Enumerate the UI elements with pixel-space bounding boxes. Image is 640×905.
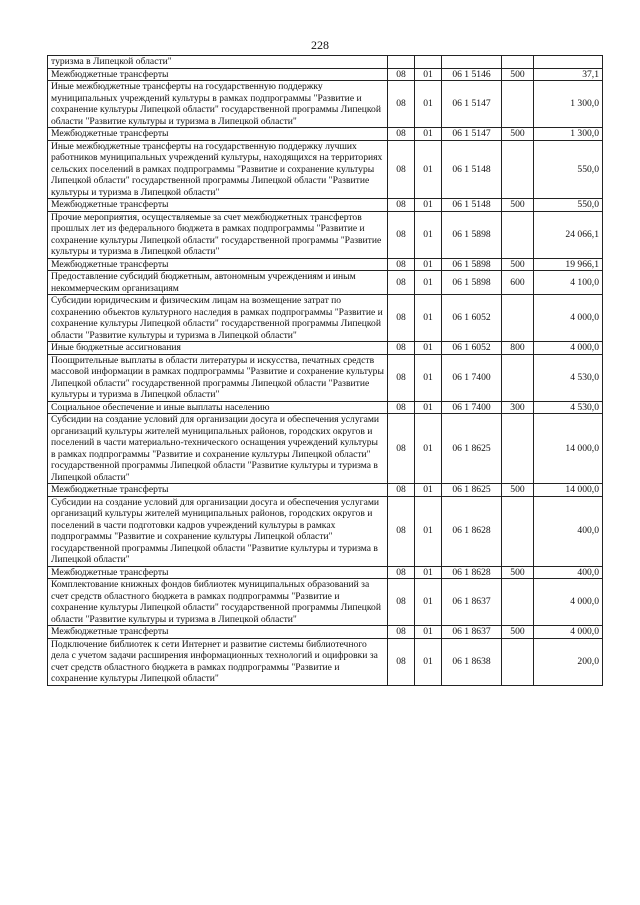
section-code-cell: 08 <box>388 258 415 271</box>
row-name-cell: Иные межбюджетные трансферты на государственную поддержку муниципальных учреждений культуры в рамках подпрограммы "Развитие и сохранение культуры Липецкой области" государственной программы Липецкой области "Развитие культуры и туризма в Липецкой области" <box>48 81 388 128</box>
amount-cell: 19 966,1 <box>534 258 603 271</box>
target-article-cell: 06 1 5147 <box>442 81 502 128</box>
subsection-code-cell: 01 <box>415 128 442 141</box>
subsection-code-cell: 01 <box>415 626 442 639</box>
expense-type-cell <box>502 295 534 342</box>
target-article-cell: 06 1 8637 <box>442 579 502 626</box>
table-row <box>48 342 603 355</box>
table-row <box>48 354 603 401</box>
section-code-cell: 08 <box>388 354 415 401</box>
amount-cell: 4 000,0 <box>534 342 603 355</box>
target-article-cell: 06 1 8628 <box>442 496 502 566</box>
amount-cell: 4 100,0 <box>534 271 603 295</box>
target-article-cell: 06 1 5898 <box>442 271 502 295</box>
section-code-cell: 08 <box>388 199 415 212</box>
amount-cell: 4 530,0 <box>534 354 603 401</box>
target-article-cell: 06 1 8625 <box>442 414 502 484</box>
row-name-cell: Межбюджетные трансферты <box>48 68 388 81</box>
row-name-cell: Межбюджетные трансферты <box>48 484 388 497</box>
row-name-cell: Межбюджетные трансферты <box>48 128 388 141</box>
table-row <box>48 579 603 626</box>
amount-cell: 550,0 <box>534 199 603 212</box>
subsection-code-cell: 01 <box>415 258 442 271</box>
table-row <box>48 56 603 69</box>
table-row <box>48 484 603 497</box>
subsection-code-cell: 01 <box>415 484 442 497</box>
table-row <box>48 401 603 414</box>
section-code-cell: 08 <box>388 579 415 626</box>
section-code-cell: 08 <box>388 140 415 199</box>
subsection-code-cell: 01 <box>415 414 442 484</box>
expense-type-cell <box>502 638 534 685</box>
section-code-cell: 08 <box>388 295 415 342</box>
expense-type-cell <box>502 579 534 626</box>
budget-table-body <box>48 56 603 686</box>
row-name-cell: Межбюджетные трансферты <box>48 626 388 639</box>
expense-type-cell: 500 <box>502 626 534 639</box>
subsection-code-cell: 01 <box>415 68 442 81</box>
expense-type-cell <box>502 496 534 566</box>
row-name-cell: Субсидии на создание условий для организации досуга и обеспечения услугами организаций культуры жителей муниципальных районов, городских округов и поселений в части подготовки кадров учреждений культуры в рамках подпрограммы "Развитие и сохранение культуры Липецкой области" государственной программы Липецкой области "Развитие культуры и туризма в Липецкой области" <box>48 496 388 566</box>
amount-cell: 1 300,0 <box>534 81 603 128</box>
amount-cell: 37,1 <box>534 68 603 81</box>
target-article-cell <box>442 56 502 69</box>
target-article-cell: 06 1 6052 <box>442 342 502 355</box>
row-name-cell: Поощрительные выплаты в области литературы и искусства, печатных средств массовой информации в рамках подпрограммы "Развитие и сохранение культуры Липецкой области" государственной программы Липецкой области "Развитие культуры и туризма в Липецкой области" <box>48 354 388 401</box>
table-row <box>48 68 603 81</box>
expense-type-cell <box>502 354 534 401</box>
expense-type-cell: 500 <box>502 68 534 81</box>
expense-type-cell <box>502 211 534 258</box>
expense-type-cell: 500 <box>502 484 534 497</box>
expense-type-cell: 800 <box>502 342 534 355</box>
amount-cell: 14 000,0 <box>534 484 603 497</box>
section-code-cell: 08 <box>388 68 415 81</box>
section-code-cell <box>388 56 415 69</box>
row-name-cell: Иные бюджетные ассигнования <box>48 342 388 355</box>
table-row <box>48 626 603 639</box>
subsection-code-cell: 01 <box>415 211 442 258</box>
section-code-cell: 08 <box>388 638 415 685</box>
row-name-cell: Субсидии на создание условий для организации досуга и обеспечения услугами организаций культуры жителей муниципальных районов, городских округов и поселений в части материально-технического оснащения учреждений культуры в рамках подпрограммы "Развитие и сохранение культуры Липецкой области" государственной программы Липецкой области "Развитие культуры и туризма в Липецкой области" <box>48 414 388 484</box>
subsection-code-cell: 01 <box>415 496 442 566</box>
table-row <box>48 258 603 271</box>
section-code-cell: 08 <box>388 342 415 355</box>
section-code-cell: 08 <box>388 484 415 497</box>
row-name-cell: Субсидии юридическим и физическим лицам на возмещение затрат по сохранению объектов культурного наследия в рамках подпрограммы "Развитие и сохранение культуры Липецкой области" государственной программы Липецкой области "Развитие культуры и туризма в Липецкой области" <box>48 295 388 342</box>
subsection-code-cell: 01 <box>415 140 442 199</box>
expense-type-cell <box>502 140 534 199</box>
section-code-cell: 08 <box>388 128 415 141</box>
subsection-code-cell: 01 <box>415 401 442 414</box>
amount-cell: 4 000,0 <box>534 579 603 626</box>
target-article-cell: 06 1 6052 <box>442 295 502 342</box>
section-code-cell: 08 <box>388 401 415 414</box>
amount-cell: 400,0 <box>534 566 603 579</box>
table-row <box>48 271 603 295</box>
expense-type-cell: 300 <box>502 401 534 414</box>
subsection-code-cell: 01 <box>415 81 442 128</box>
subsection-code-cell: 01 <box>415 199 442 212</box>
amount-cell: 4 530,0 <box>534 401 603 414</box>
expense-type-cell: 500 <box>502 566 534 579</box>
table-row <box>48 566 603 579</box>
section-code-cell: 08 <box>388 271 415 295</box>
amount-cell: 1 300,0 <box>534 128 603 141</box>
table-row <box>48 295 603 342</box>
section-code-cell: 08 <box>388 626 415 639</box>
table-row <box>48 199 603 212</box>
section-code-cell: 08 <box>388 414 415 484</box>
section-code-cell: 08 <box>388 81 415 128</box>
target-article-cell: 06 1 5148 <box>442 199 502 212</box>
amount-cell: 550,0 <box>534 140 603 199</box>
row-name-cell: туризма в Липецкой области" <box>48 56 388 69</box>
row-name-cell: Иные межбюджетные трансферты на государственную поддержку лучших работников муниципальных учреждений культуры, находящихся на территориях сельских поселений в рамках подпрограммы "Развитие и сохранение культуры Липецкой области" государственной программы Липецкой области "Развитие культуры и туризма в Липецкой области" <box>48 140 388 199</box>
target-article-cell: 06 1 7400 <box>442 354 502 401</box>
row-name-cell: Комплектование книжных фондов библиотек муниципальных образований за счет средств областного бюджета в рамках подпрограммы "Развитие и сохранение культуры Липецкой области" государственной программы Липецкой области "Развитие культуры и туризма в Липецкой области" <box>48 579 388 626</box>
table-row <box>48 638 603 685</box>
subsection-code-cell: 01 <box>415 342 442 355</box>
table-row <box>48 211 603 258</box>
section-code-cell: 08 <box>388 496 415 566</box>
target-article-cell: 06 1 8637 <box>442 626 502 639</box>
section-code-cell: 08 <box>388 211 415 258</box>
expense-type-cell: 600 <box>502 271 534 295</box>
expense-type-cell <box>502 81 534 128</box>
target-article-cell: 06 1 5898 <box>442 258 502 271</box>
subsection-code-cell <box>415 56 442 69</box>
target-article-cell: 06 1 7400 <box>442 401 502 414</box>
table-row <box>48 140 603 199</box>
section-code-cell: 08 <box>388 566 415 579</box>
subsection-code-cell: 01 <box>415 638 442 685</box>
row-name-cell: Подключение библиотек к сети Интернет и развитие системы библиотечного дела с учетом задачи расширения информационных технологий и оцифровки за счет средств областного бюджета в рамках подпрограммы "Развитие и сохранение культуры Липецкой области" <box>48 638 388 685</box>
row-name-cell: Межбюджетные трансферты <box>48 199 388 212</box>
expense-type-cell: 500 <box>502 199 534 212</box>
page-number: 228 <box>311 38 329 52</box>
row-name-cell: Межбюджетные трансферты <box>48 258 388 271</box>
table-row <box>48 414 603 484</box>
target-article-cell: 06 1 8625 <box>442 484 502 497</box>
subsection-code-cell: 01 <box>415 566 442 579</box>
expense-type-cell: 500 <box>502 128 534 141</box>
amount-cell: 14 000,0 <box>534 414 603 484</box>
row-name-cell: Социальное обеспечение и иные выплаты населению <box>48 401 388 414</box>
amount-cell: 200,0 <box>534 638 603 685</box>
amount-cell: 4 000,0 <box>534 295 603 342</box>
target-article-cell: 06 1 8628 <box>442 566 502 579</box>
amount-cell: 24 066,1 <box>534 211 603 258</box>
table-row <box>48 81 603 128</box>
target-article-cell: 06 1 5148 <box>442 140 502 199</box>
expense-type-cell <box>502 414 534 484</box>
expense-type-cell <box>502 56 534 69</box>
subsection-code-cell: 01 <box>415 354 442 401</box>
amount-cell: 4 000,0 <box>534 626 603 639</box>
row-name-cell: Предоставление субсидий бюджетным, автономным учреждениям и иным некоммерческим организациям <box>48 271 388 295</box>
target-article-cell: 06 1 5898 <box>442 211 502 258</box>
expense-type-cell: 500 <box>502 258 534 271</box>
amount-cell: 400,0 <box>534 496 603 566</box>
subsection-code-cell: 01 <box>415 295 442 342</box>
row-name-cell: Межбюджетные трансферты <box>48 566 388 579</box>
row-name-cell: Прочие мероприятия, осуществляемые за счет межбюджетных трансфертов прошлых лет из федерального бюджета в рамках подпрограммы "Развитие и сохранение культуры Липецкой области" государственной программы "Развитие культуры и туризма в Липецкой области" <box>48 211 388 258</box>
subsection-code-cell: 01 <box>415 271 442 295</box>
target-article-cell: 06 1 8638 <box>442 638 502 685</box>
subsection-code-cell: 01 <box>415 579 442 626</box>
amount-cell <box>534 56 603 69</box>
target-article-cell: 06 1 5147 <box>442 128 502 141</box>
table-row <box>48 496 603 566</box>
table-row <box>48 128 603 141</box>
target-article-cell: 06 1 5146 <box>442 68 502 81</box>
budget-table <box>47 55 603 686</box>
